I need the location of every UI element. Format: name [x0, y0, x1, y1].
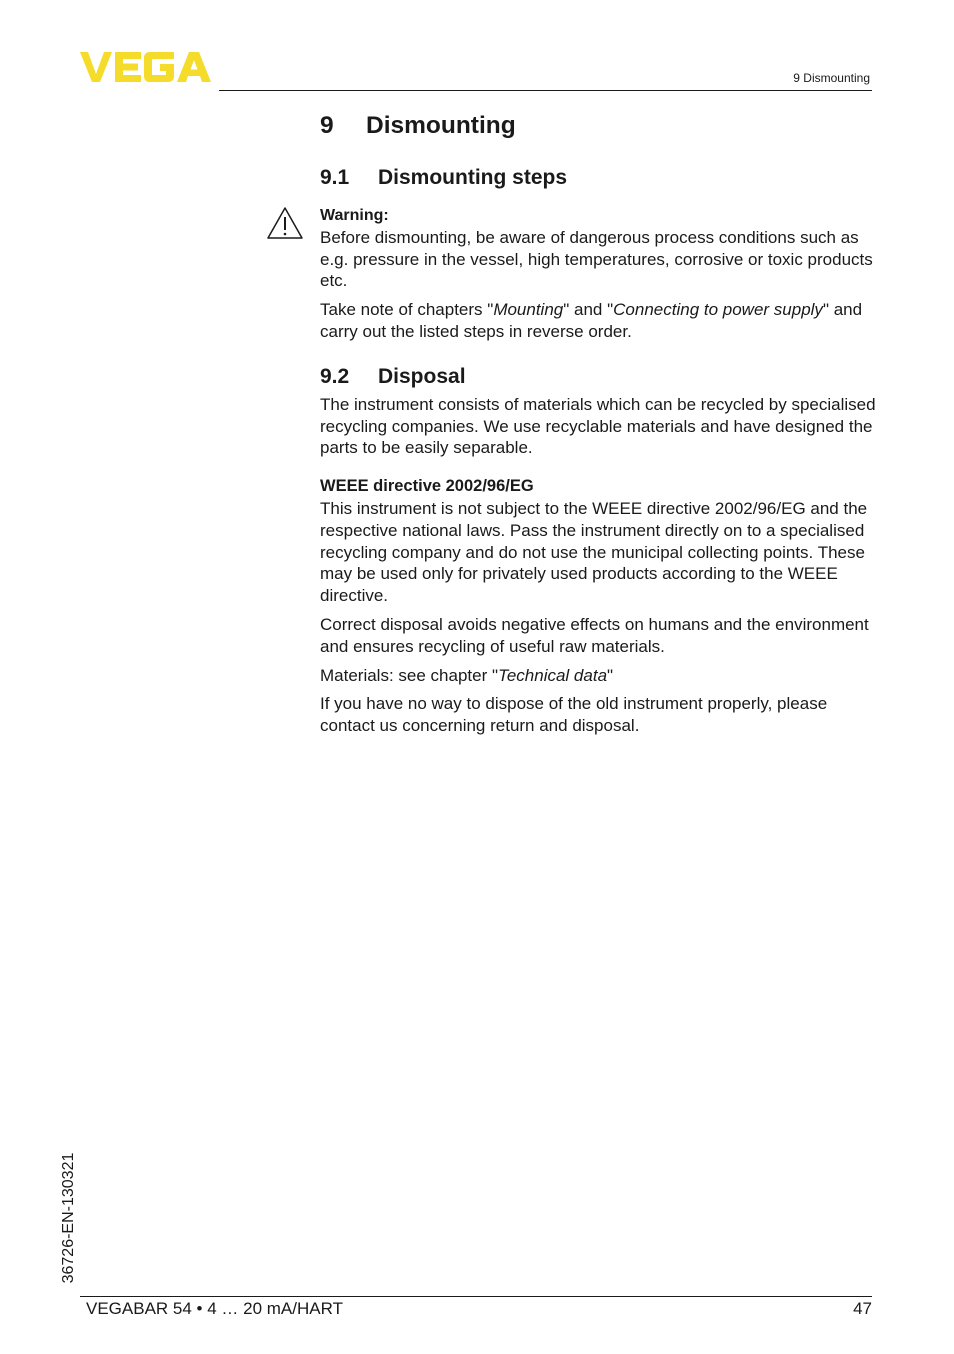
chapter-reference-technical-data: Technical data	[498, 665, 608, 685]
header-divider	[219, 90, 872, 91]
materials-text: "	[607, 665, 614, 685]
note-text: " and "	[563, 300, 614, 320]
vega-logo	[80, 50, 212, 84]
section-number: 9.1	[320, 166, 350, 189]
chapter-number: 9	[320, 112, 334, 139]
section-title: Disposal	[378, 364, 466, 388]
warning-block	[320, 205, 876, 292]
footer-divider	[80, 1296, 872, 1297]
page-content	[320, 110, 876, 737]
chapter-title: Dismounting	[366, 112, 516, 139]
chapter-reference-mounting: Mounting	[493, 300, 564, 320]
footer-product: VEGABAR 54 • 4 … 20 mA/HART	[86, 1299, 343, 1318]
closing-text: If you have no way to dispose of the old instrument properly, please contact us concerning return and disposal.	[320, 694, 828, 736]
section-heading-dismounting-steps	[320, 164, 876, 192]
section-title: Dismounting steps	[378, 166, 568, 189]
weee-text: This instrument is not subject to the WEEE directive 2002/96/EG and the respective national laws. Pass the instrument directly on to a specialised recycling company and do not use the municipal collecting points. These may be used only for privately used products according to the WEEE directive.	[320, 498, 868, 606]
reverse-order-note	[320, 299, 876, 343]
materials-text: Materials: see chapter "	[320, 665, 499, 685]
note-text: Take note of chapters "	[320, 300, 494, 320]
section-heading-disposal	[320, 363, 876, 391]
weee-heading: WEEE directive 2002/96/EG	[320, 477, 534, 496]
warning-label: Warning:	[320, 207, 389, 224]
disposal-intro: The instrument consists of materials which can be recycled by specialised recycling companies. We use recyclable materials and have designed the parts to be easily separable.	[320, 394, 876, 458]
page-number: 47	[853, 1299, 872, 1318]
chapter-reference-power-supply: Connecting to power supply	[613, 300, 823, 320]
section-number: 9.2	[320, 364, 350, 388]
warning-triangle-icon	[266, 206, 304, 240]
warning-text: Before dismounting, be aware of dangerous process conditions such as e.g. pressure in the vessel, high temperatures, corrosive or toxic products etc.	[320, 227, 873, 291]
materials-note	[320, 665, 876, 687]
correct-disposal-text: Correct disposal avoids negative effects on humans and the environment and ensures recycling of useful raw materials.	[320, 614, 869, 656]
chapter-heading	[320, 110, 876, 142]
document-code: 36726-EN-130321	[60, 1152, 77, 1284]
note-text: " and carry out the listed steps in reverse order.	[320, 300, 863, 341]
running-head: 9 Dismounting	[793, 71, 870, 85]
